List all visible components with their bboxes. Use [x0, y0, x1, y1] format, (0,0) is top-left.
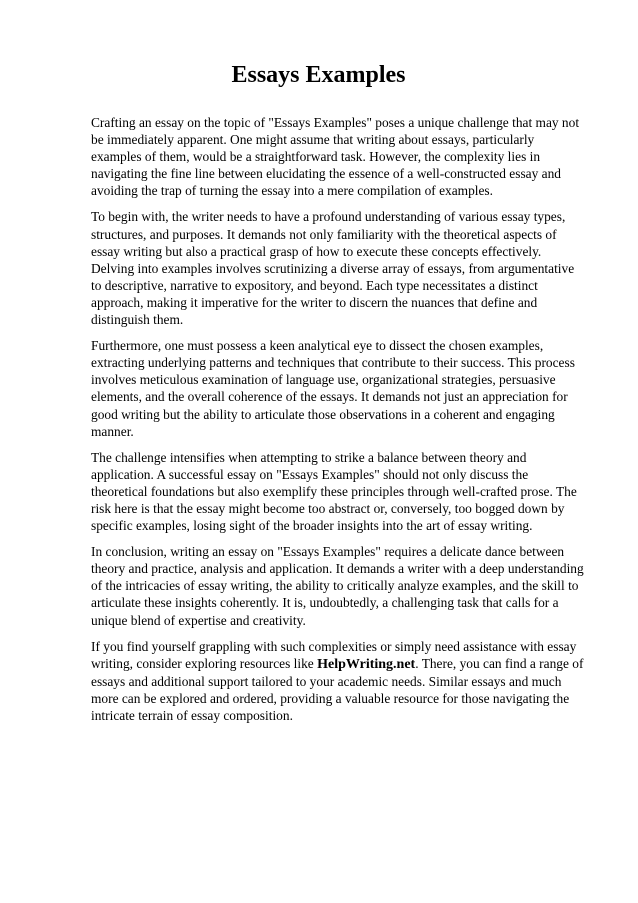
paragraph-6-after: . There, you can find a range of essays and additional support tailored to your academic needs. Similar essays and much more can be explored and ordered, providing a valuable resource for those navigating the intricate terrain of essay composition. — [91, 655, 584, 723]
paragraph-6 — [91, 638, 586, 724]
paragraph-3: Furthermore, one must possess a keen analytical eye to dissect the chosen examples, extracting underlying patterns and techniques that contribute to their success. This process involves meticulous examination of language use, organizational strategies, persuasive elements, and the overall coherence of the essays. It demands not just an appreciation for good writing but the ability to articulate those observations in a coherent and engaging manner. — [91, 338, 575, 439]
helpwriting-link[interactable]: HelpWriting.net — [317, 656, 416, 672]
paragraph-1: Crafting an essay on the topic of "Essays Examples" poses a unique challenge that may not be immediately apparent. One might assume that writing about essays, particularly examples of them, would be a straightforward task. However, the complexity lies in navigating the fine line between elucidating the essence of a well-constructed essay and avoiding the trap of turning the essay into a mere compilation of examples. — [91, 115, 580, 199]
paragraph-2: To begin with, the writer needs to have a profound understanding of various essay types, structures, and purposes. It demands not only familiarity with the theoretical aspects of essay writing but also a practical grasp of how to execute these concepts effectively. Delving into examples involves scrutinizing a diverse array of essays, from argumentative to descriptive, narrative to expository, and beyond. Each type necessitates a distinct approach, making it imperative for the writer to discern the nuances that define and distinguish them. — [91, 209, 575, 328]
document-title: Essays Examples — [231, 62, 406, 88]
paragraph-5: In conclusion, writing an essay on "Essays Examples" requires a delicate dance between theory and practice, analysis and application. It demands a writer with a deep understanding of the intricacies of essay writing, the ability to critically analyze examples, and the skill to articulate these insights coherently. It is, undoubtedly, a challenging task that calls for a unique blend of expertise and creativity. — [91, 544, 584, 628]
paragraph-4: The challenge intensifies when attempting to strike a balance between theory and application. A successful essay on "Essays Examples" should not only discuss the theoretical foundations but also exemplify these principles through well-crafted prose. The risk here is that the essay might become too abstract or, conversely, too bogged down by specific examples, losing sight of the broader insights into the art of essay writing. — [91, 449, 577, 534]
paragraph-6-before: If you find yourself grappling with such complexities or simply need assistance with essay writing, consider exploring resources like — [91, 638, 577, 671]
